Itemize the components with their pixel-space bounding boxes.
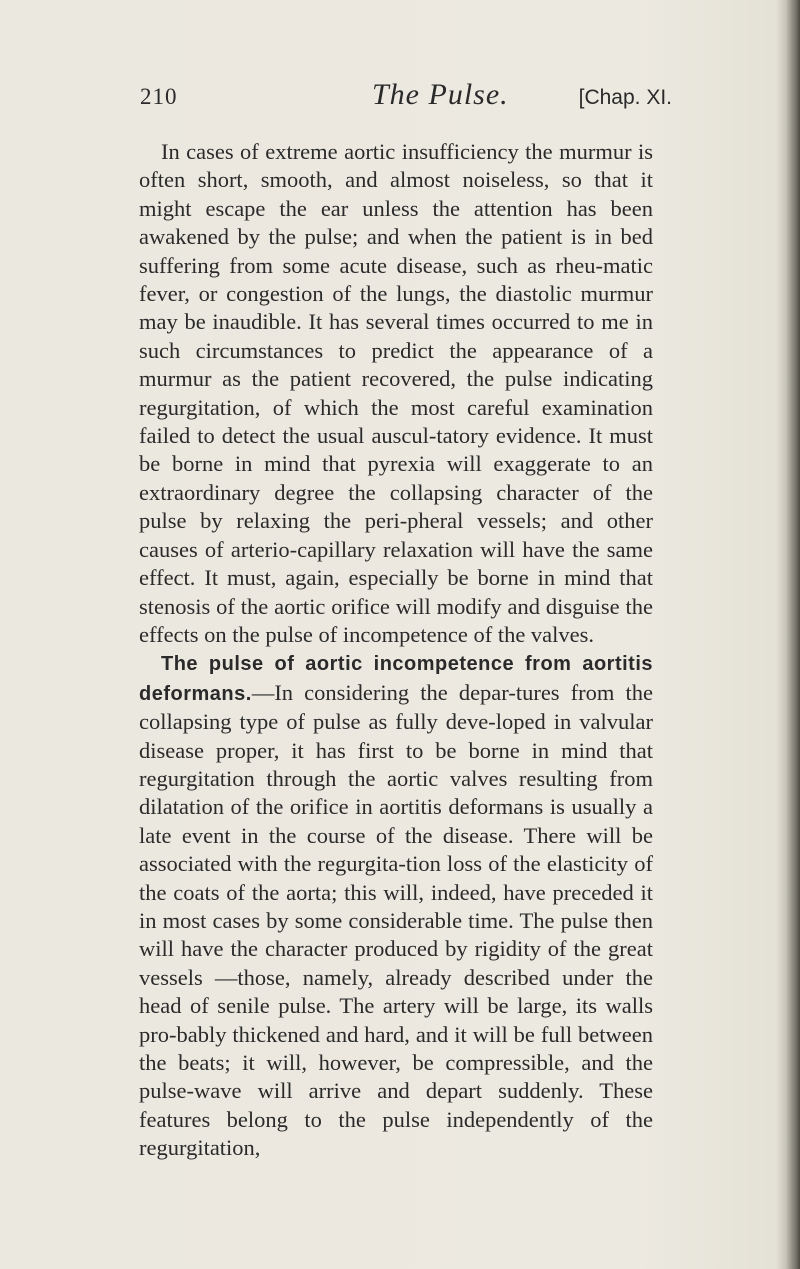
page-number: 210	[140, 84, 178, 109]
page-edge-shadow	[786, 0, 800, 1269]
section-subheading: The pulse of aortic incompetence from aortitis deformans.	[139, 653, 653, 705]
chapter-label: [Chap. XI.	[578, 86, 672, 109]
paragraph-aortic-insufficiency: In cases of extreme aortic insufficiency the murmur is often short, smooth, and almost noiseless, so that it might escape the ear unless the attention has been awakened by the pulse; and when the patient is in bed suffering from some acute disease, such as rheu-matic fever, or congestion of the lungs, the diastolic murmur may be inaudible. It has several times occurred to me in such circumstances to predict the appearance of a murmur as the patient recovered, the pulse indicating regurgitation, of which the most careful examination failed to detect the usual auscul-tatory evidence. It must be borne in mind that pyrexia will exaggerate to an extraordinary degree the collapsing character of the pulse by relaxing the peri-pheral vessels; and other causes of arterio-capillary relaxation will have the same effect. It must, again, especially be borne in mind that stenosis of the aortic orifice will modify and disguise the effects on the pulse of incompetence of the valves.	[139, 139, 653, 647]
running-head: The Pulse.	[372, 78, 509, 111]
paragraph-aortitis-text: —In considering the depar-tures from the collapsing type of pulse as fully deve-loped in valvular disease proper, it has first to be borne in mind that regurgitation through the aortic valves resulting from dilatation of the orifice in aortitis deformans is usually a late event in the course of the disease. There will be associated with the regurgita-tion loss of the elasticity of the coats of the aorta; this will, indeed, have preceded it in most cases by some considerable time. The pulse then will have the character produced by rigidity of the great vessels —those, namely, already described under the head of senile pulse. The artery will be large, its walls pro-bably thickened and hard, and it will be full between the beats; it will, however, be compressible, and the pulse-wave will arrive and depart suddenly. These features belong to the pulse independently of the regurgitation,	[139, 679, 653, 1161]
paragraph-aortitis-deformans	[139, 649, 653, 1162]
body-text	[139, 138, 653, 1163]
page-header	[140, 78, 672, 120]
